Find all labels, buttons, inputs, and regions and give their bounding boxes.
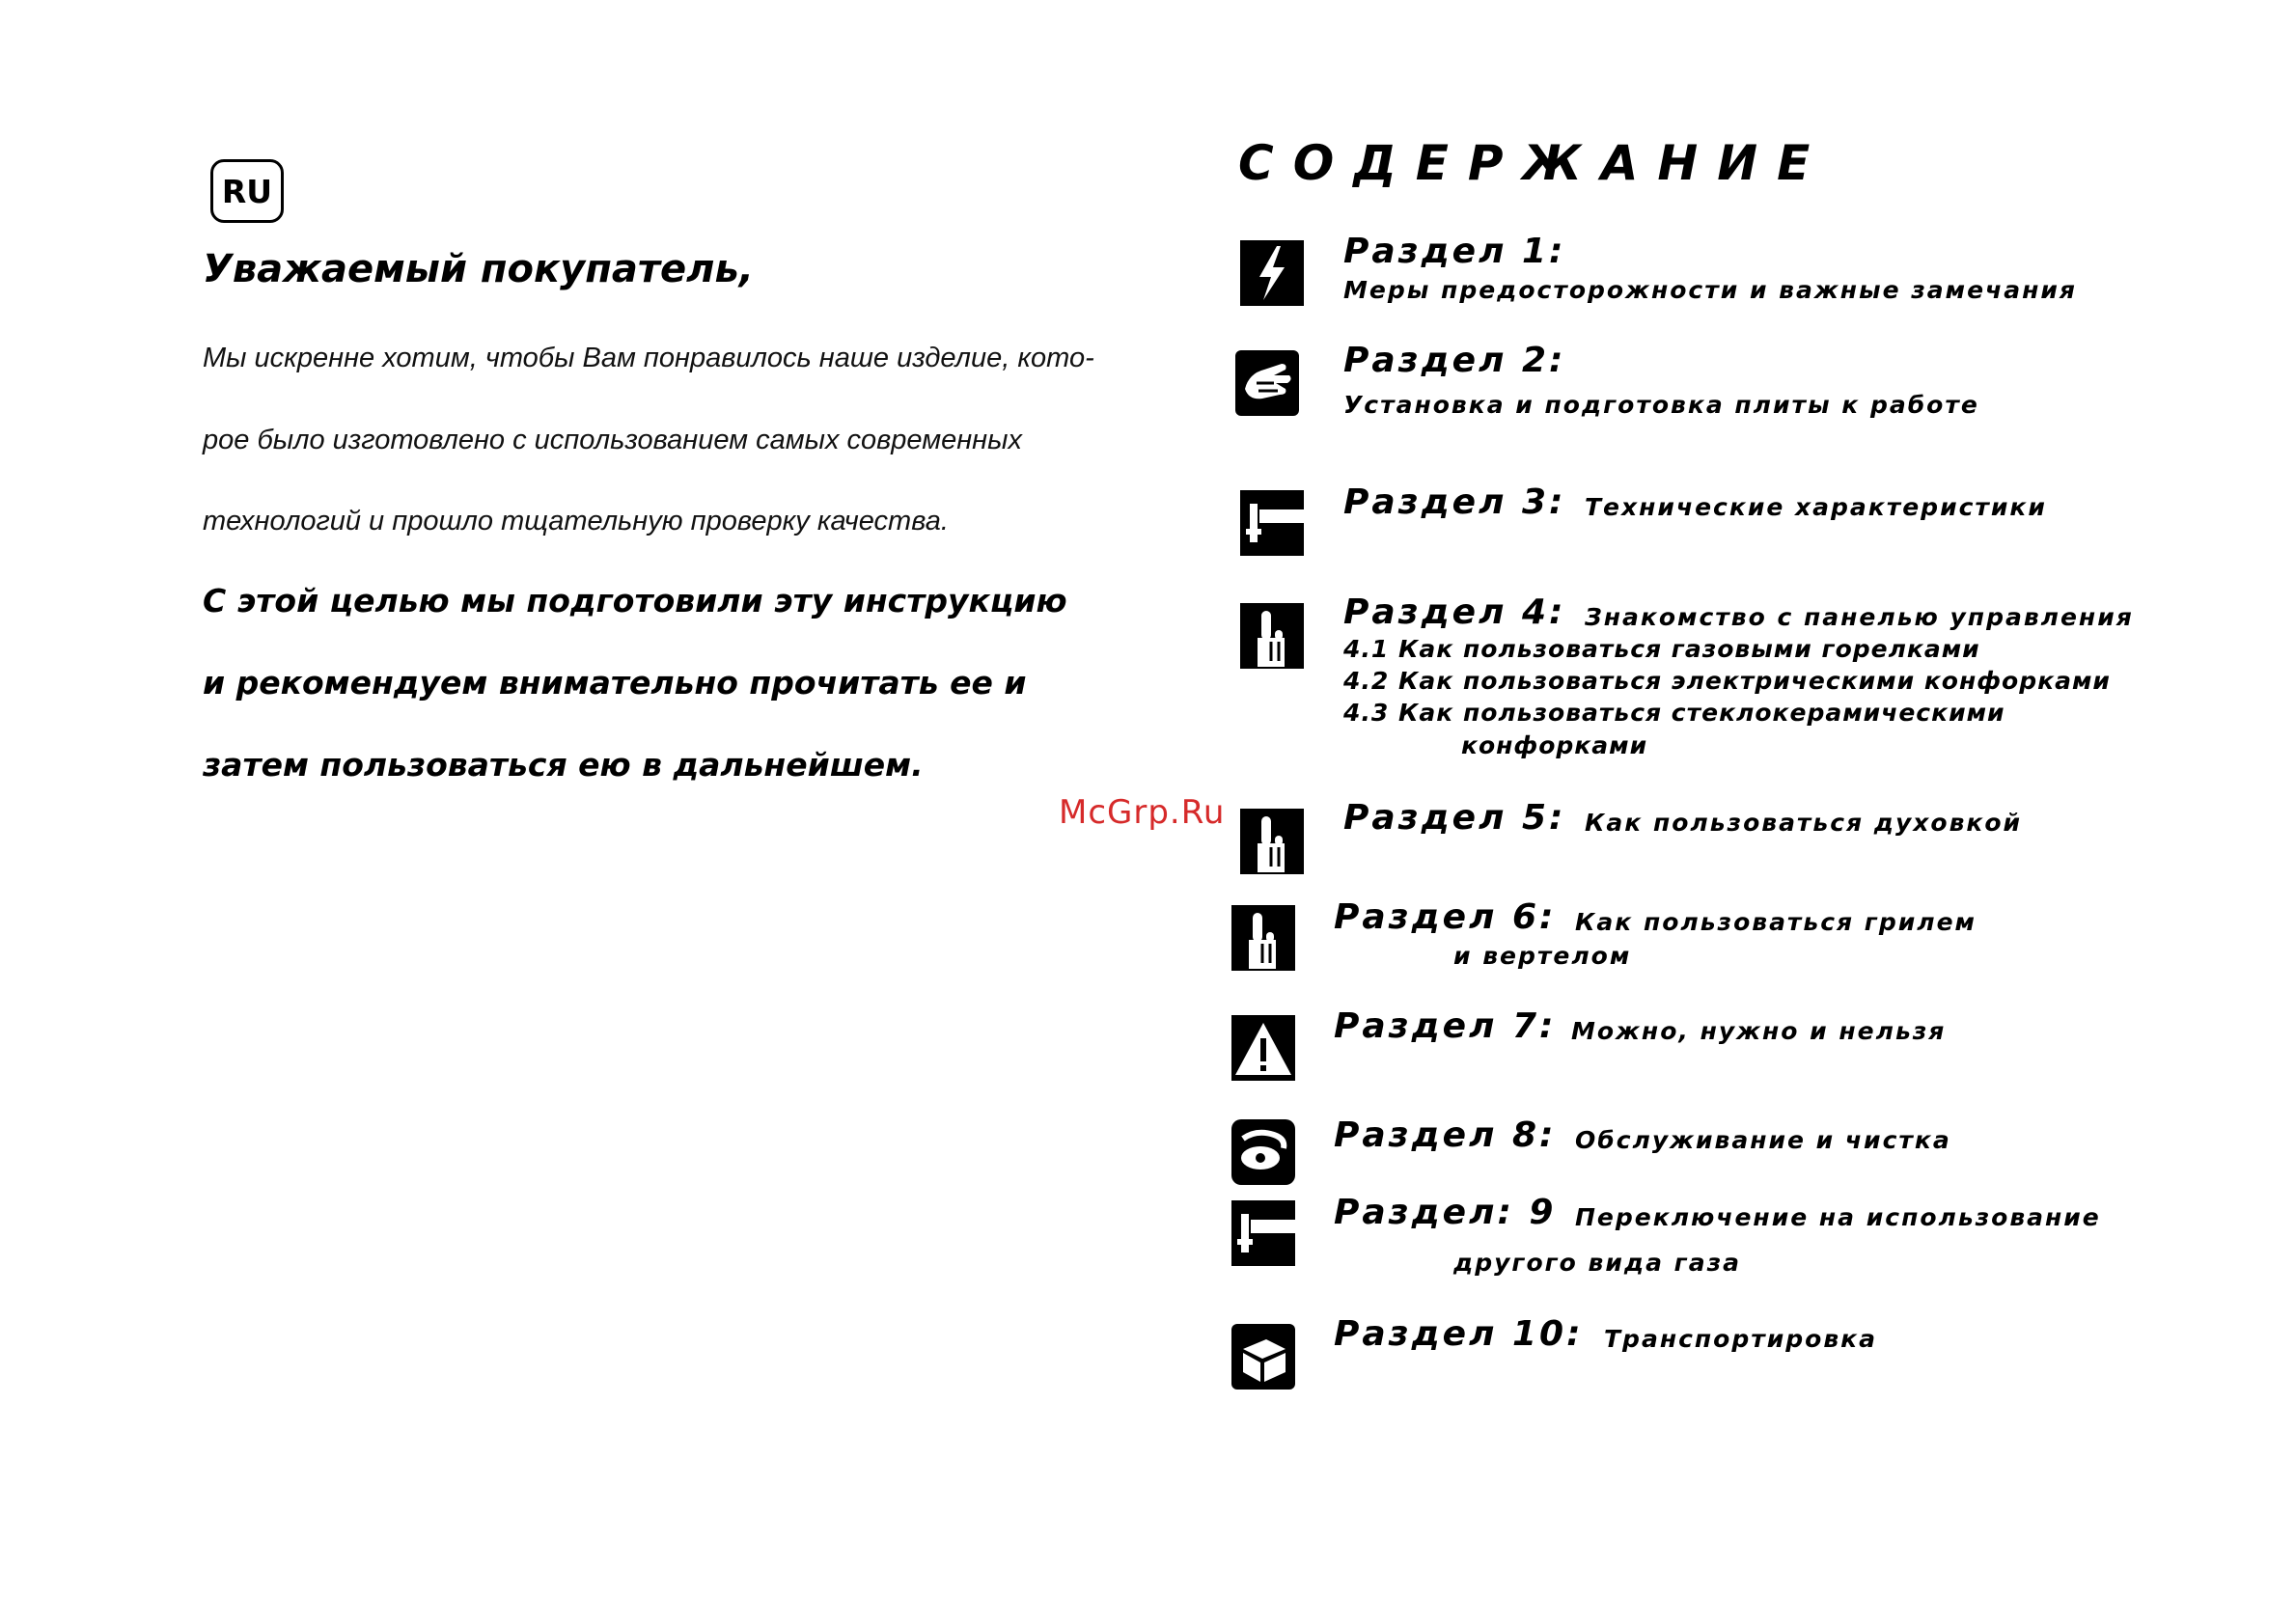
warning-icon: [1231, 1015, 1295, 1081]
lightning-icon: [1240, 240, 1304, 306]
section-4-sub-3-cont: конфорками: [1461, 731, 1648, 759]
section-4-heading: Раздел 4:: [1343, 592, 1566, 632]
section-1-heading: Раздел 1:: [1343, 232, 1566, 271]
box-icon: [1231, 1324, 1295, 1390]
emphasis-line-2: и рекомендуем внимательно прочитать ее и: [203, 664, 1027, 702]
watermark: McGrp.Ru: [1059, 793, 1226, 832]
section-4-description: Знакомство с панелью управления: [1585, 603, 2134, 631]
language-badge: RU: [210, 159, 284, 223]
toc-title: СОДЕРЖАНИЕ: [1238, 135, 1830, 191]
section-4-sub-1: 4.1 Как пользоваться газовыми горелками: [1343, 635, 1980, 663]
section-5-description: Как пользоваться духовкой: [1585, 809, 2023, 837]
section-4-sub-2: 4.2 Как пользоваться электрическими конфорками: [1343, 667, 2111, 695]
section-1-description: Меры предосторожности и важные замечания: [1343, 276, 2077, 304]
intro-line-3: технологий и прошло тщательную проверку качества.: [203, 506, 949, 537]
section-6-heading: Раздел 6:: [1334, 897, 1557, 937]
intro-line-1: Мы искренне хотим, чтобы Вам понравилось наше изделие, кото-: [203, 343, 1094, 373]
section-3-heading: Раздел 3:: [1343, 482, 1566, 522]
section-7-heading: Раздел 7:: [1334, 1006, 1557, 1046]
intro-line-2: рое было изготовлено с использованием самых современных: [203, 425, 1022, 455]
section-8-heading: Раздел 8:: [1334, 1115, 1557, 1155]
section-9-description-cont: другого вида газа: [1453, 1249, 1741, 1277]
section-10-heading: Раздел 10:: [1334, 1314, 1584, 1354]
emphasis-line-3: затем пользоваться ею в дальнейшем.: [203, 746, 924, 784]
section-2-heading: Раздел 2:: [1343, 341, 1566, 380]
section-9-description: Переключение на использование: [1575, 1203, 2101, 1231]
section-5-heading: Раздел 5:: [1343, 798, 1566, 838]
section-3-description: Технические характеристики: [1585, 493, 2047, 521]
section-6-description-cont: и вертелом: [1453, 942, 1632, 970]
pointing-hand-icon: [1240, 809, 1304, 874]
emphasis-line-1: С этой целью мы подготовили эту инструкцию: [203, 582, 1067, 619]
pointing-hand-icon: [1231, 905, 1295, 971]
section-4-sub-3: 4.3 Как пользоваться стеклокерамическими: [1343, 699, 2005, 727]
gas-pipe-icon: [1240, 490, 1304, 556]
section-10-description: Транспортировка: [1604, 1325, 1877, 1353]
section-9-heading: Раздел: 9: [1334, 1193, 1557, 1232]
cleaning-icon: [1231, 1119, 1295, 1185]
installation-hand-icon: [1235, 350, 1299, 416]
gas-pipe-icon: [1231, 1200, 1295, 1266]
greeting-heading: Уважаемый покупатель,: [203, 247, 754, 291]
section-6-description: Как пользоваться грилем: [1575, 908, 1977, 936]
section-7-description: Можно, нужно и нельзя: [1571, 1017, 1947, 1045]
section-2-description: Установка и подготовка плиты к работе: [1343, 391, 1979, 419]
pointing-hand-icon: [1240, 603, 1304, 669]
section-8-description: Обслуживание и чистка: [1575, 1126, 1951, 1154]
